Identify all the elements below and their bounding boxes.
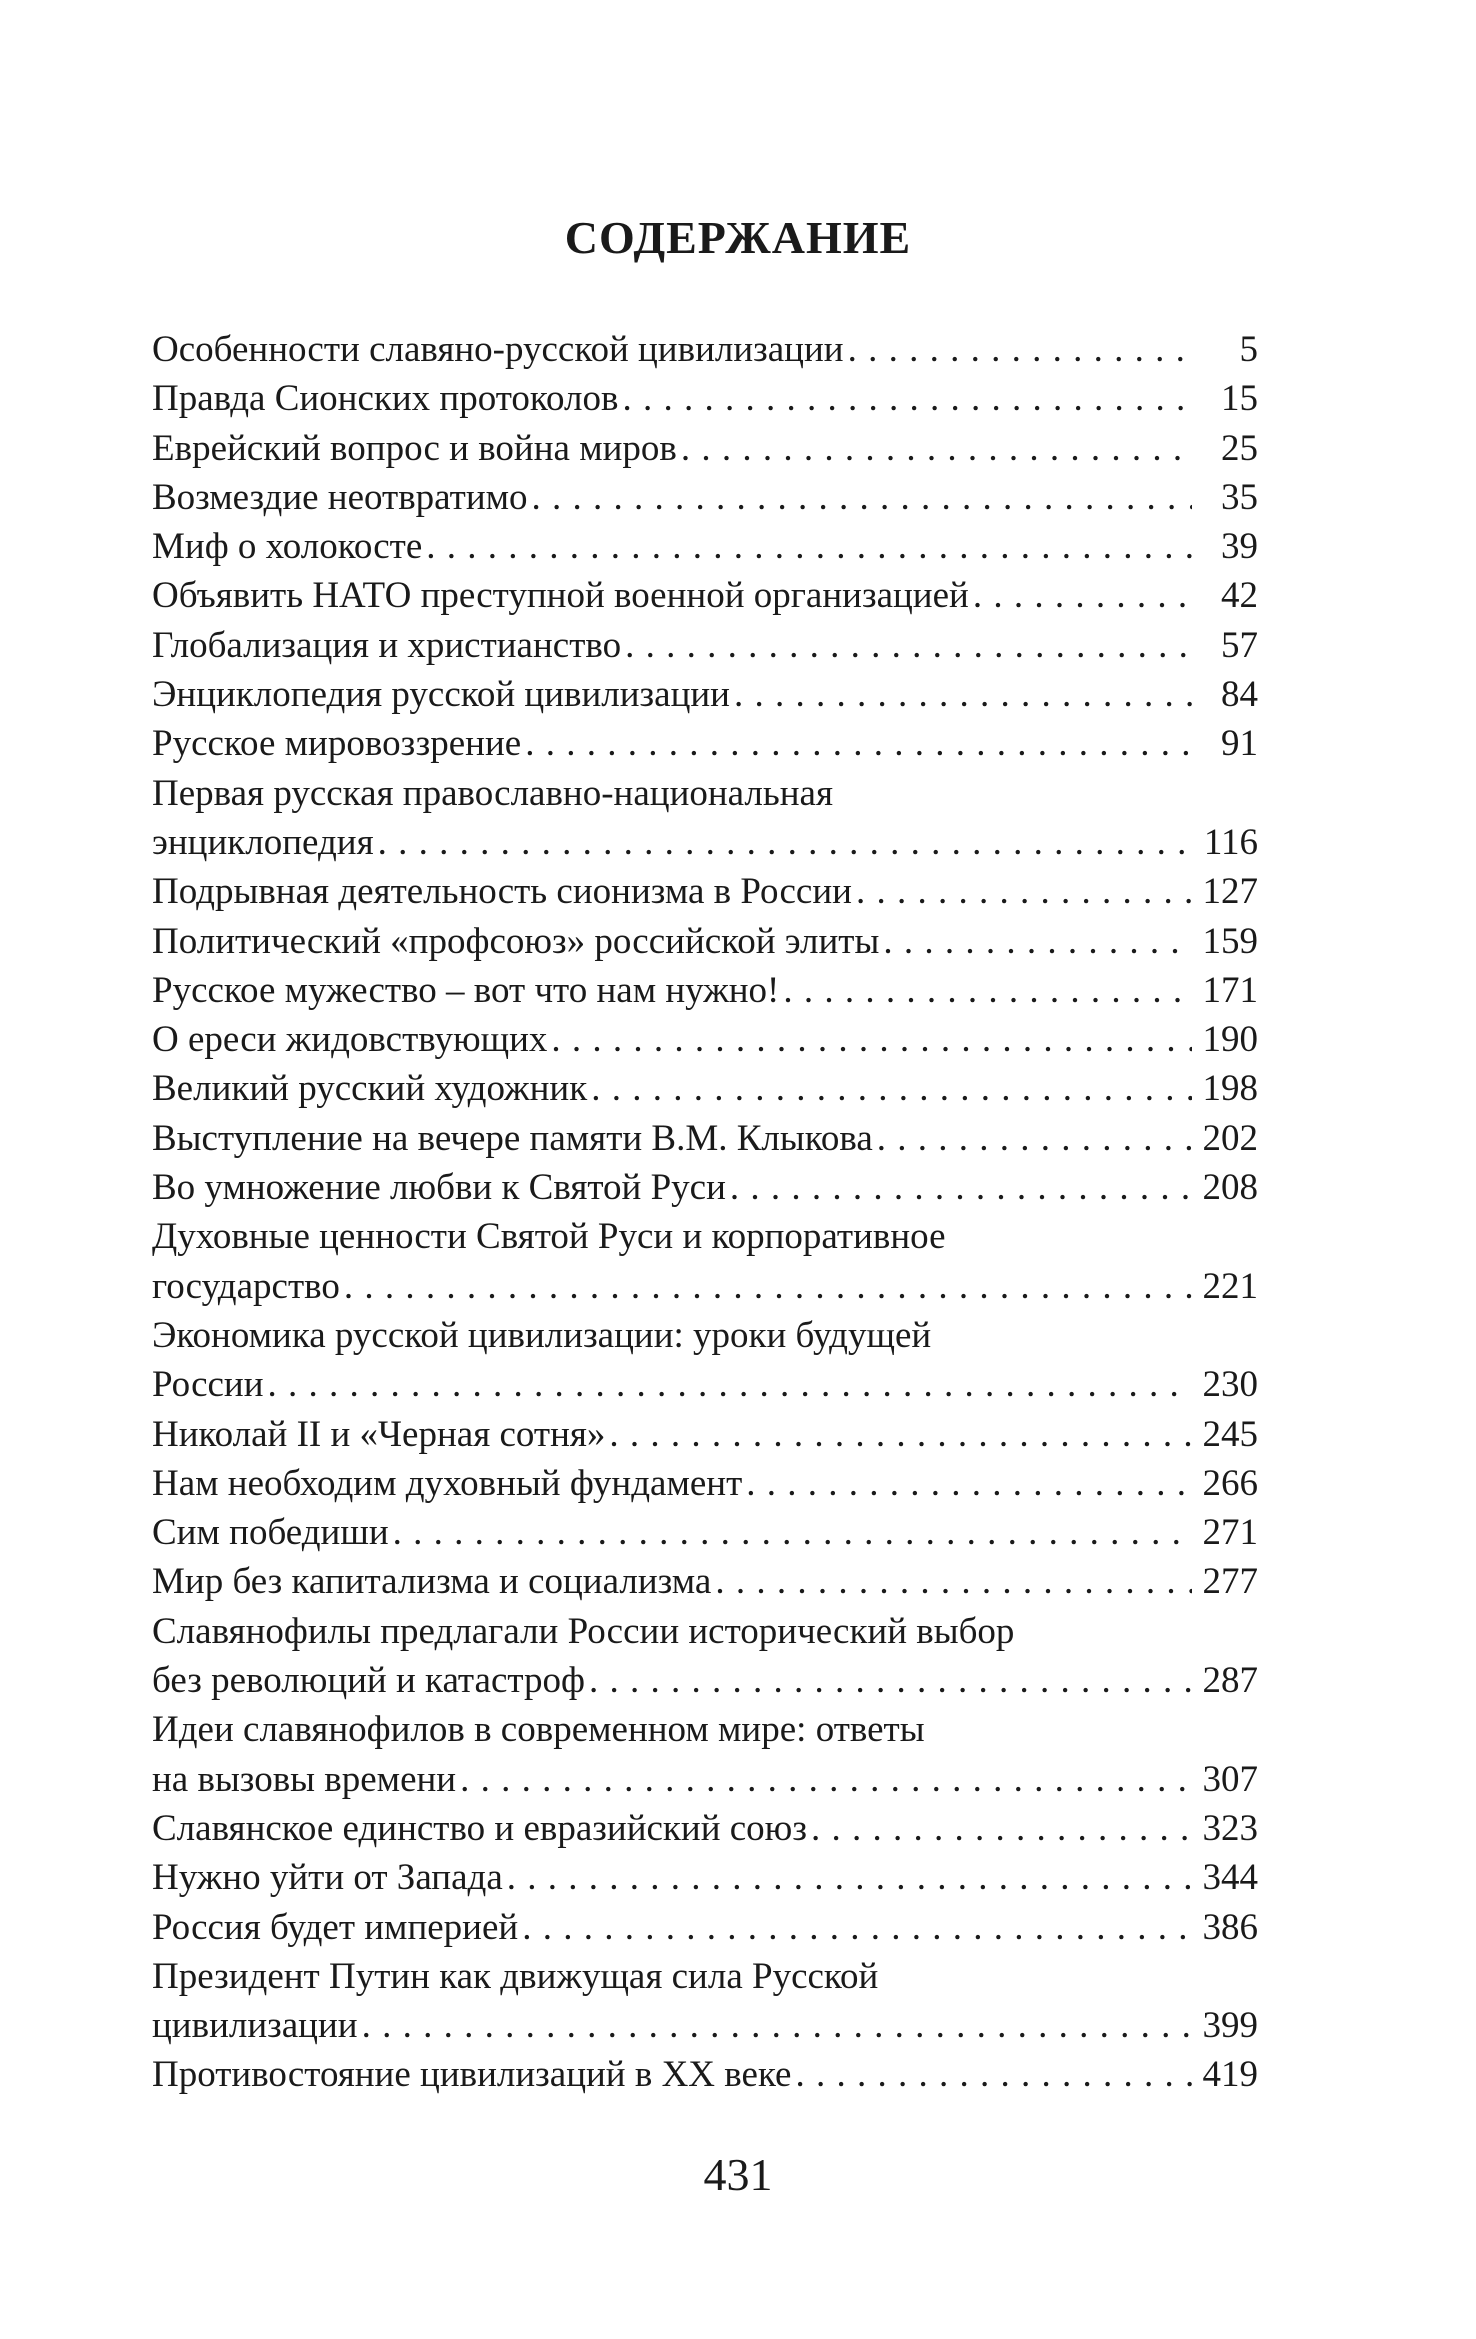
toc-entry-page: 287 <box>1202 1660 1258 1702</box>
toc-entry-title: Президент Путин как движущая сила Русской <box>152 1955 879 1997</box>
dot-leader <box>622 374 1192 423</box>
dot-leader <box>551 1015 1192 1064</box>
dot-leader <box>591 1064 1192 1113</box>
toc-entry-line-last <box>152 1508 1258 1557</box>
toc-entry <box>152 1853 1258 1902</box>
toc-entry-line-last <box>152 1853 1258 1902</box>
toc-entry <box>152 374 1258 423</box>
dot-leader <box>393 1508 1192 1557</box>
toc-entry-title: Славянофилы предлагали России исторический выбор <box>152 1610 1015 1652</box>
dot-leader <box>877 1114 1192 1163</box>
dot-leader <box>734 670 1192 719</box>
toc-entry-line <box>152 1212 1258 1261</box>
toc-entry-line-last <box>152 1064 1258 1113</box>
toc-entry-title: Россия будет империей <box>152 1906 519 1948</box>
toc-entry-line-last <box>152 1459 1258 1508</box>
dot-leader <box>525 719 1192 768</box>
toc-entry-title: России <box>152 1364 264 1406</box>
toc-entry <box>152 917 1258 966</box>
toc-entry <box>152 1952 1258 2051</box>
toc-entry-title: Глобализация и христианство <box>152 624 622 666</box>
toc-entry-title: Нужно уйти от Запада <box>152 1857 503 1899</box>
toc-entry <box>152 1311 1258 1410</box>
toc-entry-page: 271 <box>1202 1512 1258 1554</box>
toc-entry-line-last <box>152 1262 1258 1311</box>
dot-leader <box>715 1557 1192 1606</box>
toc-entry-title: Русское мужество – вот что нам нужно! <box>152 969 780 1011</box>
toc-entry-line-last <box>152 522 1258 571</box>
toc-entry-line-last <box>152 670 1258 719</box>
toc-entry <box>152 325 1258 374</box>
toc-entry-line-last <box>152 1656 1258 1705</box>
dot-leader <box>856 867 1192 916</box>
toc-entry-title: Выступление на вечере памяти В.М. Клыкова <box>152 1117 873 1159</box>
toc-entry-page: 35 <box>1221 476 1258 518</box>
toc-entry-page: 399 <box>1202 2005 1258 2047</box>
toc-entry-page: 190 <box>1202 1019 1258 1061</box>
dot-leader <box>532 473 1192 522</box>
toc-entry <box>152 966 1258 1015</box>
toc-entry-title: Подрывная деятельность сионизма в России <box>152 871 852 913</box>
toc-entry-line-last <box>152 1114 1258 1163</box>
toc-entry <box>152 571 1258 620</box>
toc-entry-line-last <box>152 2001 1258 2050</box>
toc-entry-page: 202 <box>1202 1117 1258 1159</box>
toc-entry-title: О ереси жидовствующих <box>152 1019 548 1061</box>
toc-entry <box>152 621 1258 670</box>
toc-entry-title: государство <box>152 1265 340 1307</box>
dot-leader <box>746 1459 1192 1508</box>
toc-entry-line-last <box>152 1755 1258 1804</box>
toc-entry-title: Особенности славяно-русской цивилизации <box>152 329 844 370</box>
toc-entry <box>152 473 1258 522</box>
toc-entry <box>152 1557 1258 1606</box>
toc-entry-page: 277 <box>1202 1561 1258 1603</box>
toc-entry-page: 84 <box>1221 674 1258 716</box>
toc-entry <box>152 1114 1258 1163</box>
toc-entry-page: 171 <box>1202 969 1258 1011</box>
toc-entry-title: Нам необходим духовный фундамент <box>152 1462 743 1504</box>
toc-entry-title: без революций и катастроф <box>152 1660 585 1702</box>
toc-entry <box>152 1064 1258 1113</box>
dot-leader <box>589 1656 1192 1705</box>
dot-leader <box>625 621 1192 670</box>
toc-entry-line-last <box>152 424 1258 473</box>
toc-entry-title: Русское мировоззрение <box>152 723 522 765</box>
toc-entry-page: 208 <box>1202 1167 1258 1209</box>
toc-entry-title: Идеи славянофилов в современном мире: ответы <box>152 1709 925 1751</box>
toc-entry-title: энциклопедия <box>152 821 374 863</box>
toc-entry-title: Миф о холокосте <box>152 526 423 568</box>
toc-entry-page: 386 <box>1202 1906 1258 1948</box>
toc-entry-title: Николай II и «Черная сотня» <box>152 1413 606 1455</box>
toc-entry <box>152 2050 1258 2099</box>
dot-leader <box>973 571 1192 620</box>
toc-entry <box>152 867 1258 916</box>
toc-entry-title: Славянское единство и евразийский союз <box>152 1807 807 1849</box>
dot-leader <box>362 2001 1192 2050</box>
dot-leader <box>378 818 1192 867</box>
toc-entry-page: 230 <box>1202 1364 1258 1406</box>
toc-entry-line-last <box>152 917 1258 966</box>
toc-entry-page: 221 <box>1202 1265 1258 1307</box>
dot-leader <box>883 917 1192 966</box>
toc-entry <box>152 1705 1258 1804</box>
toc-entry-title: Политический «профсоюз» российской элиты <box>152 920 880 962</box>
toc-entry-page: 198 <box>1202 1068 1258 1110</box>
toc-entry-page: 5 <box>1239 329 1258 370</box>
toc-entry-line-last <box>152 374 1258 423</box>
toc-entry-title: Великий русский художник <box>152 1068 588 1110</box>
toc-entry-line-last <box>152 473 1258 522</box>
toc-entry-page: 419 <box>1202 2054 1258 2096</box>
toc-entry-line <box>152 1952 1258 2001</box>
toc-entry-page: 307 <box>1202 1758 1258 1800</box>
toc-entry-line-last <box>152 867 1258 916</box>
toc-entry-line-last <box>152 1015 1258 1064</box>
toc-entry-page: 344 <box>1202 1857 1258 1899</box>
dot-leader <box>848 325 1192 374</box>
toc-entry-line-last <box>152 1410 1258 1459</box>
toc-entry <box>152 1804 1258 1853</box>
toc-entry-line-last <box>152 1360 1258 1409</box>
toc-entry-title: цивилизации <box>152 2005 358 2047</box>
toc-entry <box>152 1459 1258 1508</box>
toc-entry-title: Первая русская православно-национальная <box>152 772 833 814</box>
dot-leader <box>268 1360 1192 1409</box>
toc-entry <box>152 719 1258 768</box>
toc-entry-line <box>152 769 1258 818</box>
toc-entry-page: 15 <box>1221 378 1258 420</box>
toc-entry-page: 57 <box>1221 624 1258 666</box>
toc-entry-line-last <box>152 818 1258 867</box>
toc-entry-line-last <box>152 1903 1258 1952</box>
toc-entry-page: 42 <box>1221 575 1258 617</box>
toc-entry <box>152 1212 1258 1311</box>
toc-entry-title: Экономика русской цивилизации: уроки будущей <box>152 1314 932 1356</box>
dot-leader <box>522 1903 1192 1952</box>
toc-entry <box>152 1015 1258 1064</box>
toc-entry-page: 91 <box>1221 723 1258 765</box>
dot-leader <box>681 424 1192 473</box>
dot-leader <box>426 522 1192 571</box>
toc-entry-title: Еврейский вопрос и война миров <box>152 427 677 469</box>
toc-entry-page: 116 <box>1203 821 1258 863</box>
toc-entry <box>152 670 1258 719</box>
toc-entry-line <box>152 1705 1258 1754</box>
toc-entry <box>152 1410 1258 1459</box>
table-of-contents <box>152 325 1258 2100</box>
toc-entry-line-last <box>152 325 1258 374</box>
dot-leader <box>460 1755 1192 1804</box>
toc-entry <box>152 1508 1258 1557</box>
toc-entry-line <box>152 1607 1258 1656</box>
dot-leader <box>344 1262 1192 1311</box>
dot-leader <box>507 1853 1192 1902</box>
dot-leader <box>795 2050 1192 2099</box>
toc-entry-line-last <box>152 1804 1258 1853</box>
toc-entry <box>152 1903 1258 1952</box>
toc-entry <box>152 769 1258 868</box>
toc-entry <box>152 1607 1258 1706</box>
toc-entry-line-last <box>152 2050 1258 2099</box>
toc-entry-page: 245 <box>1202 1413 1258 1455</box>
toc-entry-line-last <box>152 966 1258 1015</box>
toc-entry-title: Во умножение любви к Святой Руси <box>152 1167 726 1209</box>
toc-entry-title: Энциклопедия русской цивилизации <box>152 674 730 716</box>
toc-entry-line-last <box>152 1557 1258 1606</box>
toc-entry-title: Сим победиши <box>152 1512 389 1554</box>
toc-entry-title: Духовные ценности Святой Руси и корпоративное <box>152 1216 946 1258</box>
toc-entry-page: 39 <box>1221 526 1258 568</box>
toc-entry-title: Правда Сионских протоколов <box>152 378 619 420</box>
page-title: СОДЕРЖАНИЕ <box>564 212 912 263</box>
toc-entry-title: Противостояние цивилизаций в XX веке <box>152 2054 792 2096</box>
toc-entry-title: Возмездие неотвратимо <box>152 476 528 518</box>
toc-entry-title: Объявить НАТО преступной военной организацией <box>152 575 969 617</box>
toc-entry-title: Мир без капитализма и социализма <box>152 1561 712 1603</box>
toc-entry <box>152 424 1258 473</box>
toc-entry <box>152 1163 1258 1212</box>
toc-entry-page: 25 <box>1221 427 1258 469</box>
toc-entry-page: 323 <box>1202 1807 1258 1849</box>
page-number: 431 <box>703 2149 773 2200</box>
toc-entry-line <box>152 1311 1258 1360</box>
toc-entry-title: на вызовы времени <box>152 1758 457 1800</box>
toc-entry-page: 159 <box>1202 920 1258 962</box>
dot-leader <box>609 1410 1192 1459</box>
dot-leader <box>811 1804 1192 1853</box>
toc-entry-page: 266 <box>1202 1462 1258 1504</box>
dot-leader <box>783 966 1192 1015</box>
toc-entry-line-last <box>152 571 1258 620</box>
dot-leader <box>730 1163 1192 1212</box>
toc-entry-page: 127 <box>1202 871 1258 913</box>
toc-entry <box>152 522 1258 571</box>
toc-entry-line-last <box>152 719 1258 768</box>
toc-entry-line-last <box>152 1163 1258 1212</box>
toc-entry-line-last <box>152 621 1258 670</box>
